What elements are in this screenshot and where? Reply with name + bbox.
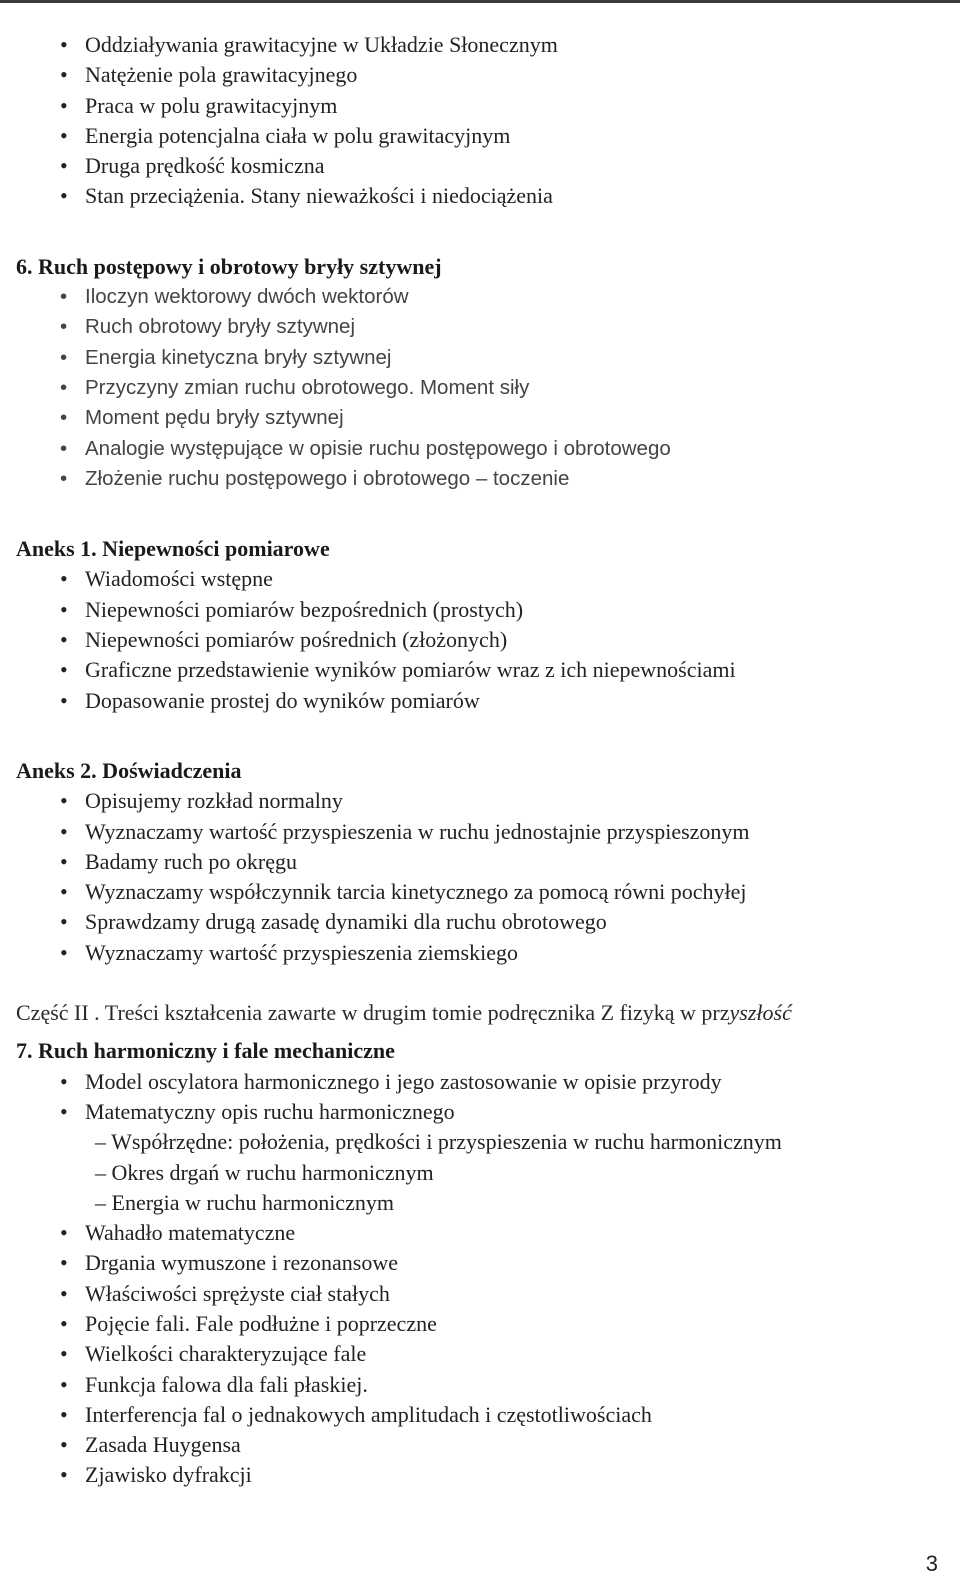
list-item: • Niepewności pomiarów bezpośrednich (prostych) bbox=[16, 595, 946, 625]
spacer bbox=[16, 494, 946, 534]
section7-heading: 7. Ruch harmoniczny i fale mechaniczne bbox=[16, 1038, 395, 1064]
list-item: • Analogie występujące w opisie ruchu postępowego i obrotowego bbox=[16, 434, 946, 464]
part2-text: Część II . Treści kształcenia zawarte w drugim tomie podręcznika Z fizyką w prz bbox=[16, 1000, 730, 1026]
list-item: • Druga prędkość kosmiczna bbox=[16, 151, 946, 181]
part2-intro bbox=[16, 998, 946, 1028]
spacer bbox=[16, 212, 946, 252]
page-number: 3 bbox=[925, 1551, 938, 1576]
document-body bbox=[16, 30, 946, 1491]
list-item: • Natężenie pola grawitacyjnego bbox=[16, 60, 946, 90]
aneks1-list bbox=[16, 564, 946, 715]
section6-heading: 6. Ruch postępowy i obrotowy bryły sztywnej bbox=[16, 253, 442, 279]
aneks1-heading: Aneks 1. Niepewności pomiarowe bbox=[16, 536, 330, 562]
list-item: • Drgania wymuszone i rezonansowe bbox=[16, 1248, 946, 1278]
list-item: • Praca w polu grawitacyjnym bbox=[16, 91, 946, 121]
aneks2-list bbox=[16, 786, 946, 968]
list-item: • Przyczyny zmian ruchu obrotowego. Moment siły bbox=[16, 373, 946, 403]
list-item: • Energia kinetyczna bryły sztywnej bbox=[16, 343, 946, 373]
aneks2-heading: Aneks 2. Doświadczenia bbox=[16, 757, 242, 783]
list-item: • Stan przeciążenia. Stany nieważkości i niedociążenia bbox=[16, 181, 946, 211]
list-item: • Właściwości sprężyste ciał stałych bbox=[16, 1279, 946, 1309]
list-item: • Ruch obrotowy bryły sztywnej bbox=[16, 312, 946, 342]
list-item: • Dopasowanie prostej do wyników pomiarów bbox=[16, 686, 946, 716]
list-item: • Badamy ruch po okręgu bbox=[16, 847, 946, 877]
list-item: • Opisujemy rozkład normalny bbox=[16, 786, 946, 816]
spacer bbox=[16, 716, 946, 756]
list-item: • Zasada Huygensa bbox=[16, 1430, 946, 1460]
section5-list bbox=[16, 30, 946, 212]
sub-item: – Współrzędne: położenia, prędkości i przyspieszenia w ruchu harmonicznym bbox=[95, 1129, 782, 1155]
top-border-line bbox=[0, 0, 960, 3]
sub-item: – Energia w ruchu harmonicznym bbox=[95, 1189, 394, 1215]
part2-italic: yszłość bbox=[729, 1000, 792, 1026]
list-item: • Wahadło matematyczne bbox=[16, 1218, 946, 1248]
list-item: • Moment pędu bryły sztywnej bbox=[16, 403, 946, 433]
section7-list bbox=[16, 1067, 946, 1491]
list-item: • Interferencja fal o jednakowych amplitudach i częstotliwościach bbox=[16, 1400, 946, 1430]
section6-list bbox=[16, 282, 946, 494]
list-item: • Graficzne przedstawienie wyników pomiarów wraz z ich niepewnościami bbox=[16, 655, 946, 685]
list-item: • Matematyczny opis ruchu harmonicznego bbox=[16, 1097, 946, 1127]
list-item: • Złożenie ruchu postępowego i obrotowego – toczenie bbox=[16, 464, 946, 494]
list-item: • Wyznaczamy wartość przyspieszenia w ruchu jednostajnie przyspieszonym bbox=[16, 817, 946, 847]
list-item: • Oddziaływania grawitacyjne w Układzie Słonecznym bbox=[16, 30, 946, 60]
spacer bbox=[16, 968, 946, 998]
list-item: • Wielkości charakteryzujące fale bbox=[16, 1339, 946, 1369]
sub-item: – Okres drgań w ruchu harmonicznym bbox=[95, 1159, 434, 1185]
list-item: • Wiadomości wstępne bbox=[16, 564, 946, 594]
list-item: • Sprawdzamy drugą zasadę dynamiki dla ruchu obrotowego bbox=[16, 907, 946, 937]
list-item: • Energia potencjalna ciała w polu grawitacyjnym bbox=[16, 121, 946, 151]
spacer bbox=[16, 1028, 946, 1036]
list-item: • Wyznaczamy wartość przyspieszenia ziemskiego bbox=[16, 938, 946, 968]
list-item: • Niepewności pomiarów pośrednich (złożonych) bbox=[16, 625, 946, 655]
list-item: • Model oscylatora harmonicznego i jego zastosowanie w opisie przyrody bbox=[16, 1067, 946, 1097]
list-item: • Pojęcie fali. Fale podłużne i poprzeczne bbox=[16, 1309, 946, 1339]
list-item: • Iloczyn wektorowy dwóch wektorów bbox=[16, 282, 946, 312]
list-item: • Zjawisko dyfrakcji bbox=[16, 1460, 946, 1490]
list-item: • Wyznaczamy współczynnik tarcia kinetycznego za pomocą równi pochyłej bbox=[16, 877, 946, 907]
list-item: • Funkcja falowa dla fali płaskiej. bbox=[16, 1370, 946, 1400]
